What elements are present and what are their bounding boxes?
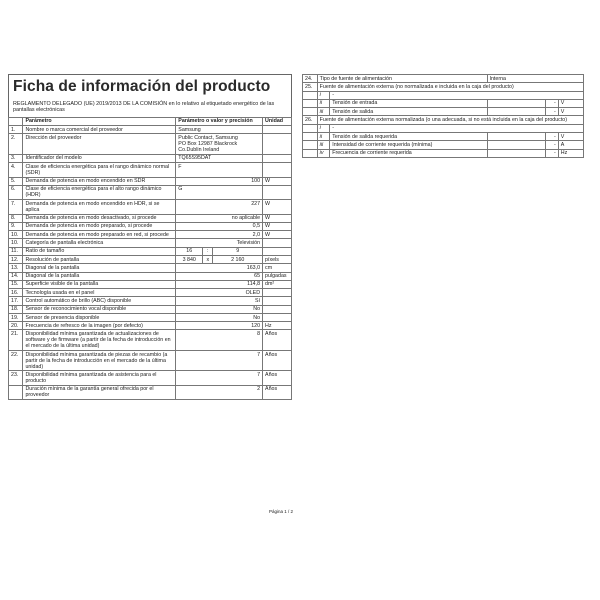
table-row: 25. Fuente de alimentación externa (no normalizada e incluida en la caja del producto) [303, 83, 584, 91]
table-row: 17. Control automático de brillo (ABC) disponible Sí [9, 297, 292, 305]
table-row: 8. Demanda de potencia en modo desactivado, si procede no aplicable W [9, 214, 292, 222]
header-param: Parámetro [23, 117, 176, 125]
power-supply-table [302, 74, 584, 158]
table-row: 10. Demanda de potencia en modo preparado en red, si procede 2,0 W [9, 231, 292, 239]
table-row: 18. Sensor de reconocimiento vocal disponible No [9, 305, 292, 313]
table-header [9, 117, 292, 125]
table-row: 9. Demanda de potencia en modo preparado, si procede 0,5 W [9, 222, 292, 230]
table-row: 10. Categoría de pantalla electrónica Televisión [9, 239, 292, 247]
title-box [8, 74, 292, 98]
table-row: 14. Diagonal de la pantalla 65 pulgadas [9, 272, 292, 280]
table-row: 5. Demanda de potencia en modo encendido en SDR 100 W [9, 177, 292, 185]
power-supply-section [302, 74, 584, 158]
table-row: Duración mínima de la garantía general ofrecida por el proveedor 2 Años [9, 385, 292, 399]
parameter-table [8, 117, 292, 400]
product-info-sheet [8, 74, 292, 400]
table-row: 4. Clase de eficiencia energética para el rango dinámico normal (SDR) F [9, 163, 292, 177]
table-row: 6. Clase de eficiencia energética para el alto rango dinámico (HDR) G [9, 185, 292, 199]
table-row: 3. Identificador del modelo TQ65S95DAT [9, 154, 292, 162]
table-row: 15. Superficie visible de la pantalla 114,8 dm² [9, 280, 292, 288]
table-row: 24. Tipo de fuente de alimentación Interna [303, 75, 584, 83]
table-row: 22. Disponibilidad mínima garantizada de piezas de recambio (a partir de la fecha de introducción en el mercado de la última unidad) 7 Años [9, 350, 292, 370]
table-row: 12. Resolución de pantalla 3 840 x 2 160 píxels [9, 255, 292, 263]
header-value: Parámetro o valor y precisión [176, 117, 263, 125]
table-row: ii Tensión de entrada - V [303, 99, 584, 107]
table-row: 23. Disponibilidad mínima garantizada de asistencia para el producto 7 Años [9, 371, 292, 385]
table-row: ii Tensión de salida requerida - V [303, 132, 584, 140]
table-row: iii Intensidad de corriente requerida (mínima) - A [303, 141, 584, 149]
table-row: 19. Sensor de presencia disponible No [9, 313, 292, 321]
table-row: 2. Dirección del proveedor Public Contact, Samsung PO Box 12987 Blackrock Co.Dublin Ireland [9, 134, 292, 154]
page-title: Ficha de información del producto [13, 78, 271, 95]
table-row: 20. Frecuencia de refresco de la imagen (por defecto) 120 Hz [9, 322, 292, 330]
table-row: 26. Fuente de alimentación externa normalizada (o una adecuada, si no está incluida en la caja del producto) [303, 116, 584, 124]
header-unit: Unidad [263, 117, 292, 125]
page-number: Página 1 / 2 [269, 509, 294, 514]
table-row: 21. Disponibilidad mínima garantizada de actualizaciones de software y de firmware (a partir de la fecha de introducción en el mercado de la última unidad) 8 Años [9, 330, 292, 350]
table-row: 1. Nombre o marca comercial del proveedor Samsung [9, 126, 292, 134]
regulation-text: REGLAMENTO DELEGADO (UE) 2019/2013 DE LA COMISIÓN en lo relativo al etiquetado energético de las pantallas electrónicas [8, 98, 292, 117]
table-row: 11. Ratio de tamaño 16 : 9 [9, 247, 292, 255]
table-row: i - [303, 124, 584, 132]
table-row: iii Tensión de salida - V [303, 108, 584, 116]
table-row: 13. Diagonal de la pantalla 163,0 cm [9, 264, 292, 272]
table-row: i - [303, 91, 584, 99]
table-row: iv Frecuencia de corriente requerida - Hz [303, 149, 584, 157]
table-row: 7. Demanda de potencia en modo encendido en HDR, si se aplica 227 W [9, 200, 292, 214]
table-row: 16. Tecnología usada en el panel OLED [9, 289, 292, 297]
